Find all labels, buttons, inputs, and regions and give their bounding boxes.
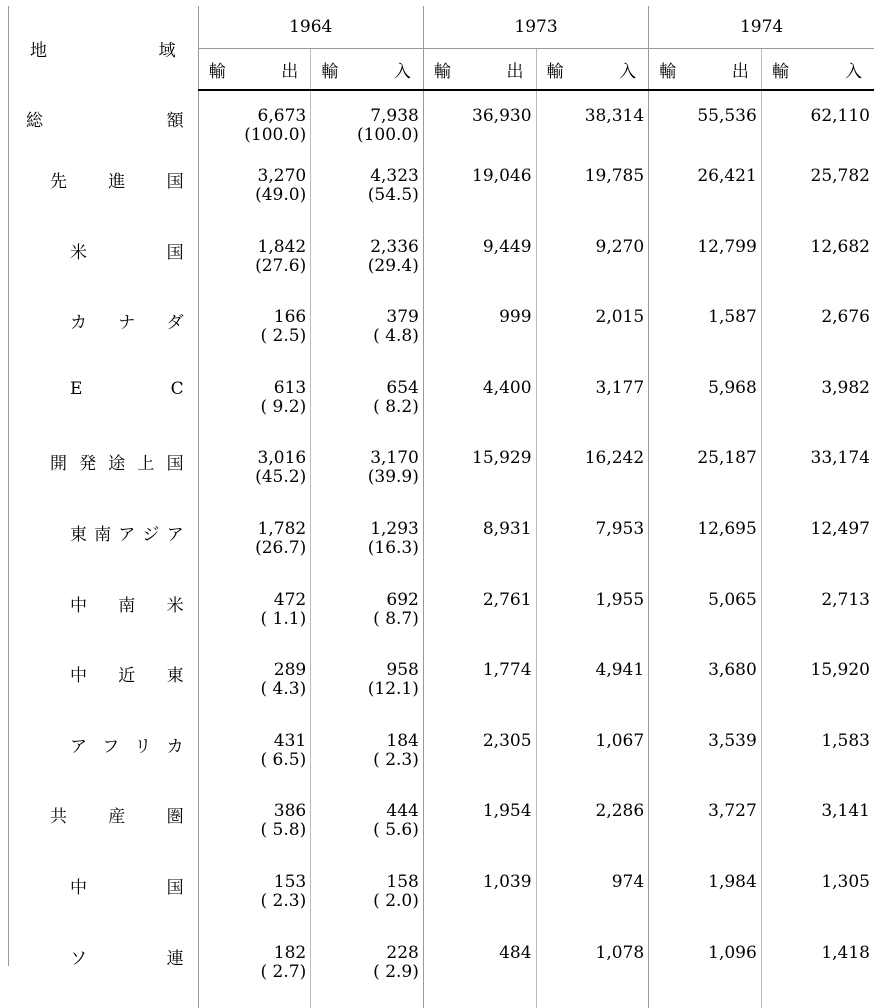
table-row (8, 161, 874, 232)
value: 15,929 (472, 448, 532, 469)
export-char: 輸 (208, 61, 226, 82)
share-percent: (100.0) (356, 125, 419, 145)
export-1964-cell (198, 726, 311, 797)
export-1973-cell (423, 302, 536, 373)
import-1974-cell (761, 302, 874, 373)
region-header (8, 6, 198, 90)
value: 2,305 (482, 730, 532, 751)
share-percent: ( 2.0) (373, 890, 419, 911)
import-1974-cell (761, 161, 874, 232)
region-label (8, 655, 198, 726)
region-label-char: 東 (166, 666, 184, 687)
export-1974-cell (649, 443, 762, 514)
value: 3,727 (708, 801, 757, 822)
region-label-char: 発 (79, 454, 97, 475)
value: 1,067 (595, 730, 645, 751)
table-row (8, 655, 874, 726)
export-char: 出 (731, 61, 749, 82)
export-1973-cell (423, 938, 536, 1008)
value: 3,982 (821, 377, 870, 398)
import-1974-cell (761, 585, 874, 656)
import-1964-cell (311, 938, 424, 1008)
value: 4,400 (482, 377, 532, 398)
share-percent: ( 2.5) (260, 326, 307, 347)
table-row (8, 585, 874, 656)
table-row (8, 232, 874, 303)
value: 12,695 (697, 518, 757, 539)
region-label (8, 90, 198, 161)
export-1974-cell (649, 867, 762, 938)
region-label-char: 南 (94, 524, 112, 545)
import-1974-cell (761, 796, 874, 867)
value: 1,096 (708, 942, 757, 963)
import-1964-cell (311, 373, 424, 444)
region-label (8, 726, 198, 797)
value: 3,680 (708, 660, 757, 681)
import-1964-cell (311, 585, 424, 656)
import-header-1964 (311, 49, 424, 91)
region-label-char: E (70, 378, 83, 399)
region-label-char: 上 (137, 454, 155, 475)
import-char: 入 (393, 61, 411, 82)
value: 1,418 (821, 942, 870, 963)
import-1973-cell (536, 514, 649, 585)
share-percent: ( 2.3) (260, 890, 307, 911)
region-label (8, 161, 198, 232)
share-percent: (27.6) (255, 255, 307, 276)
region-label-char: カ (166, 736, 184, 757)
export-1974-cell (649, 796, 762, 867)
export-1974-cell (649, 232, 762, 303)
import-1974-cell (761, 514, 874, 585)
value: 62,110 (810, 106, 870, 126)
table-row (8, 90, 874, 161)
value: 692 (386, 589, 419, 610)
value: 12,799 (697, 236, 757, 257)
import-1964-cell (311, 161, 424, 232)
import-1974-cell (761, 938, 874, 1008)
table-row (8, 514, 874, 585)
share-percent: ( 6.5) (260, 749, 307, 770)
value: 8,931 (482, 518, 532, 539)
value: 2,286 (595, 801, 645, 822)
region-label-char: 米 (70, 242, 87, 263)
export-1973-cell (423, 726, 536, 797)
value: 999 (499, 307, 532, 328)
region-label-char: 先 (50, 172, 67, 192)
value: 1,774 (482, 660, 532, 681)
export-char: 輸 (659, 61, 677, 82)
value: 472 (273, 589, 307, 610)
value: 25,187 (697, 448, 757, 469)
year-header-1964: 1964 (198, 6, 423, 49)
export-1973-cell (423, 90, 536, 161)
value: 16,242 (584, 448, 645, 469)
value: 444 (386, 801, 419, 822)
region-label (8, 443, 198, 514)
import-char: 入 (619, 61, 637, 82)
region-label-char: ナ (118, 313, 136, 334)
export-1973-cell (423, 232, 536, 303)
share-percent: (100.0) (244, 125, 307, 145)
value: 228 (386, 942, 419, 963)
year-header-1974: 1974 (649, 6, 874, 49)
share-percent: ( 4.8) (373, 326, 419, 347)
value: 2,015 (595, 307, 645, 328)
value: 12,497 (810, 518, 870, 539)
share-percent: ( 8.2) (373, 396, 419, 417)
value: 2,761 (482, 589, 532, 610)
value: 1,782 (257, 518, 307, 539)
import-1964-cell (311, 867, 424, 938)
table-row (8, 373, 874, 444)
value: 379 (386, 307, 419, 328)
region-label-char: 国 (166, 242, 184, 263)
export-1964-cell (198, 867, 311, 938)
region-label-char: ジ (142, 524, 160, 545)
value: 431 (273, 730, 307, 751)
value: 2,676 (821, 307, 870, 328)
export-1964-cell (198, 232, 311, 303)
table-row (8, 938, 874, 1008)
share-percent: ( 4.3) (260, 679, 307, 700)
value: 654 (386, 377, 419, 398)
export-1964-cell (198, 585, 311, 656)
value: 1,305 (821, 871, 870, 892)
import-1974-cell (761, 443, 874, 514)
region-label-char: C (170, 378, 184, 399)
region-label-char: 国 (166, 454, 184, 475)
export-char: 輸 (433, 61, 451, 82)
value: 33,174 (810, 448, 870, 469)
region-label-char: フ (102, 736, 120, 757)
region-label-char: 圏 (166, 807, 184, 828)
value: 7,953 (595, 518, 645, 539)
value: 19,785 (584, 166, 645, 186)
value: 26,421 (697, 166, 757, 186)
import-1974-cell (761, 90, 874, 161)
value: 1,293 (370, 518, 419, 539)
value: 3,177 (595, 377, 645, 398)
export-char: 出 (506, 61, 524, 82)
export-1973-cell (423, 443, 536, 514)
value: 1,842 (257, 236, 307, 257)
export-header-1973 (423, 49, 536, 91)
export-1974-cell (649, 161, 762, 232)
import-header-1973 (536, 49, 649, 91)
region-label-char: 中 (70, 877, 87, 898)
export-1973-cell (423, 161, 536, 232)
value: 2,336 (370, 236, 419, 257)
import-1973-cell (536, 938, 649, 1008)
export-header-1964 (198, 49, 311, 91)
import-1964-cell (311, 90, 424, 161)
region-label (8, 938, 198, 1008)
share-percent: ( 2.3) (373, 749, 419, 770)
value: 5,065 (708, 589, 757, 610)
value: 3,170 (370, 448, 419, 469)
region-label (8, 232, 198, 303)
region-label-char: ア (118, 524, 136, 545)
import-1973-cell (536, 161, 649, 232)
share-percent: (29.4) (367, 255, 419, 276)
value: 55,536 (697, 106, 757, 126)
import-1973-cell (536, 867, 649, 938)
region-label-char: ア (166, 524, 184, 545)
import-1973-cell (536, 443, 649, 514)
share-percent: ( 5.8) (260, 820, 307, 841)
region-label-char: ア (70, 736, 87, 757)
import-1974-cell (761, 867, 874, 938)
region-label-char: 南 (118, 595, 136, 616)
import-1964-cell (311, 726, 424, 797)
year-header-1973: 1973 (423, 6, 648, 49)
value: 1,954 (482, 801, 532, 822)
import-1973-cell (536, 796, 649, 867)
import-1973-cell (536, 726, 649, 797)
value: 1,078 (595, 942, 645, 963)
share-percent: ( 9.2) (260, 396, 307, 417)
import-header-1974 (761, 49, 874, 91)
import-1974-cell (761, 373, 874, 444)
export-1964-cell (198, 796, 311, 867)
region-label-char: カ (70, 313, 87, 334)
export-1964-cell (198, 302, 311, 373)
share-percent: ( 2.7) (260, 961, 307, 982)
import-1964-cell (311, 796, 424, 867)
share-percent: (12.1) (367, 679, 419, 700)
value: 166 (273, 307, 307, 328)
export-header-1974 (649, 49, 762, 91)
share-percent: (49.0) (255, 185, 307, 205)
value: 12,682 (810, 236, 870, 257)
import-1964-cell (311, 514, 424, 585)
value: 38,314 (584, 106, 645, 126)
value: 6,673 (257, 106, 307, 126)
region-label-char: 東 (70, 524, 87, 545)
export-1973-cell (423, 655, 536, 726)
value: 153 (273, 871, 307, 892)
export-1973-cell (423, 514, 536, 585)
export-1964-cell (198, 655, 311, 726)
value: 4,941 (595, 660, 645, 681)
region-label-char: 米 (166, 595, 184, 616)
export-char: 出 (281, 61, 299, 82)
value: 484 (499, 942, 532, 963)
region-label-char: 中 (70, 666, 87, 687)
import-1973-cell (536, 585, 649, 656)
export-1973-cell (423, 585, 536, 656)
import-1973-cell (536, 302, 649, 373)
import-1974-cell (761, 232, 874, 303)
import-1973-cell (536, 655, 649, 726)
value: 19,046 (472, 166, 532, 186)
export-1973-cell (423, 867, 536, 938)
value: 1,984 (708, 871, 757, 892)
export-1974-cell (649, 302, 762, 373)
share-percent: (16.3) (367, 537, 419, 558)
value: 9,270 (595, 236, 645, 257)
import-1964-cell (311, 443, 424, 514)
region-label-char: 産 (108, 807, 126, 828)
table-row (8, 443, 874, 514)
value: 974 (611, 871, 645, 892)
region-label-char: 進 (108, 172, 126, 192)
value: 1,587 (708, 307, 757, 328)
share-percent: ( 8.7) (373, 608, 419, 629)
value: 613 (273, 377, 307, 398)
export-1964-cell (198, 373, 311, 444)
share-percent: ( 1.1) (260, 608, 307, 629)
region-label-char: リ (134, 736, 152, 757)
export-1974-cell (649, 655, 762, 726)
share-percent: (45.2) (255, 467, 307, 488)
export-1964-cell (198, 938, 311, 1008)
region-header-char: 域 (158, 40, 176, 61)
table-row (8, 867, 874, 938)
value: 15,920 (810, 660, 870, 681)
export-1974-cell (649, 90, 762, 161)
table-row (8, 302, 874, 373)
table-row (8, 796, 874, 867)
share-percent: (54.5) (367, 185, 419, 205)
value: 9,449 (482, 236, 532, 257)
table-row (8, 726, 874, 797)
value: 1,583 (821, 730, 870, 751)
value: 4,323 (370, 166, 419, 186)
import-1974-cell (761, 726, 874, 797)
export-1974-cell (649, 938, 762, 1008)
region-label-char: 近 (118, 666, 136, 687)
export-1974-cell (649, 514, 762, 585)
share-percent: ( 5.6) (373, 820, 419, 841)
region-label (8, 585, 198, 656)
region-label (8, 373, 198, 444)
value: 184 (386, 730, 419, 751)
region-label-char: 額 (166, 111, 184, 131)
value: 25,782 (810, 166, 870, 186)
region-label-char: 国 (166, 172, 184, 192)
value: 7,938 (370, 106, 419, 126)
share-percent: ( 2.9) (373, 961, 419, 982)
import-1964-cell (311, 302, 424, 373)
export-1964-cell (198, 161, 311, 232)
region-label-char: ソ (70, 948, 87, 969)
export-1964-cell (198, 443, 311, 514)
export-1973-cell (423, 796, 536, 867)
value: 3,270 (257, 166, 307, 186)
region-label-char: 連 (166, 948, 184, 969)
region-label (8, 302, 198, 373)
region-header-char: 地 (30, 40, 47, 61)
table-body (8, 90, 874, 1008)
export-1974-cell (649, 585, 762, 656)
export-1964-cell (198, 90, 311, 161)
export-1974-cell (649, 373, 762, 444)
value: 3,141 (821, 801, 870, 822)
value: 5,968 (708, 377, 757, 398)
value: 1,039 (482, 871, 532, 892)
region-label-char: 共 (50, 807, 67, 828)
import-char: 輸 (321, 61, 339, 82)
value: 2,713 (821, 589, 870, 610)
import-1964-cell (311, 655, 424, 726)
import-char: 輸 (771, 61, 789, 82)
region-label (8, 514, 198, 585)
region-label-char: 開 (50, 454, 67, 475)
value: 386 (273, 801, 307, 822)
table-header (8, 6, 874, 90)
region-label-char: 途 (108, 454, 126, 475)
value: 1,955 (595, 589, 645, 610)
share-percent: (26.7) (255, 537, 307, 558)
region-label-char: 総 (26, 111, 43, 131)
share-percent: (39.9) (367, 467, 419, 488)
export-1964-cell (198, 514, 311, 585)
region-label-char: ダ (166, 313, 184, 334)
export-1974-cell (649, 726, 762, 797)
export-1973-cell (423, 373, 536, 444)
value: 36,930 (472, 106, 532, 126)
value: 182 (273, 942, 307, 963)
region-label-char: 中 (70, 595, 87, 616)
import-1974-cell (761, 655, 874, 726)
region-label-char: 国 (166, 877, 184, 898)
region-label (8, 867, 198, 938)
value: 958 (386, 660, 419, 681)
import-1973-cell (536, 90, 649, 161)
import-char: 入 (845, 61, 862, 82)
region-label (8, 796, 198, 867)
value: 158 (386, 871, 419, 892)
import-1973-cell (536, 232, 649, 303)
import-1973-cell (536, 373, 649, 444)
trade-by-region-table (8, 6, 874, 1008)
value: 3,016 (257, 448, 307, 469)
value: 3,539 (708, 730, 757, 751)
value: 289 (273, 660, 307, 681)
import-char: 輸 (546, 61, 564, 82)
import-1964-cell (311, 232, 424, 303)
